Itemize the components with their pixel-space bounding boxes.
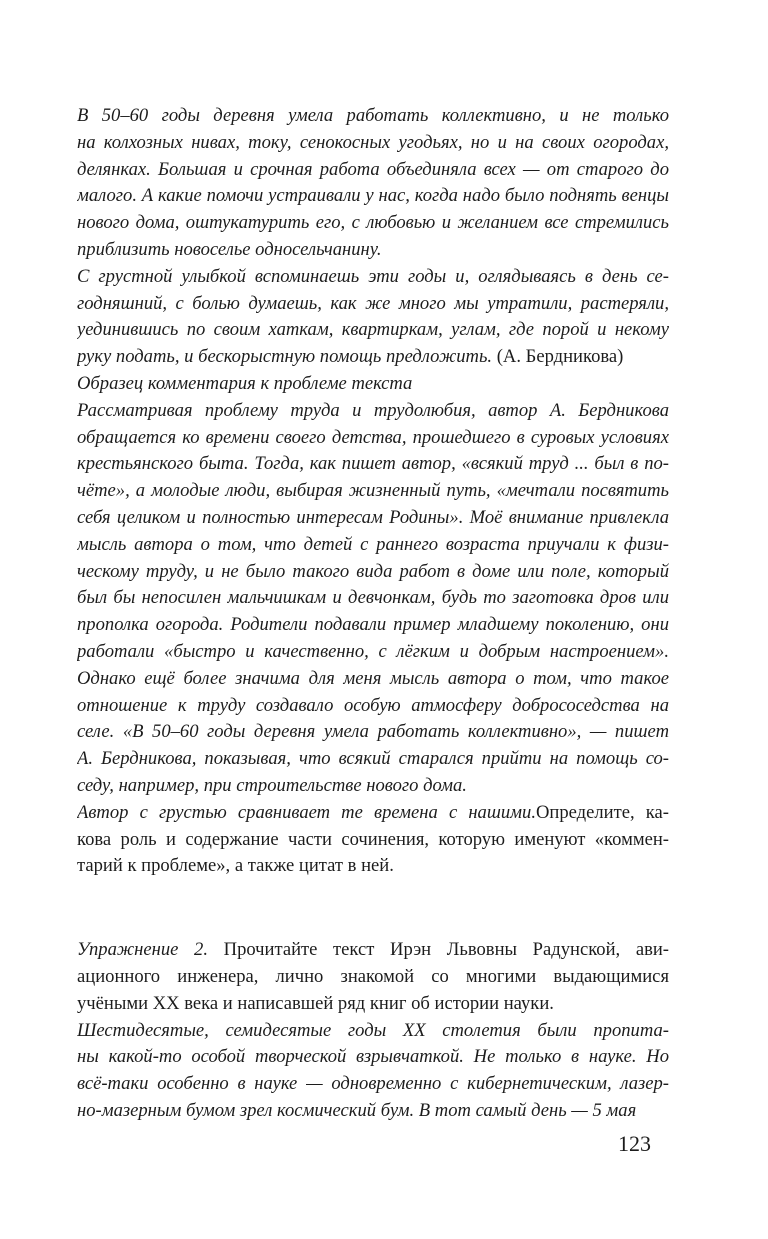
text-line	[77, 237, 669, 264]
page-text	[77, 103, 669, 1125]
text-segment: всё-таки особенно в науке — одновременно с кибернетическим, лазер-	[77, 1073, 669, 1095]
text-segment: работали «быстро и качественно, с лёгким и добрым настроением».	[77, 640, 669, 662]
paragraph	[77, 398, 669, 800]
text-segment: Определите, ка-	[536, 801, 669, 823]
text-line	[77, 639, 669, 666]
text-line	[77, 1098, 669, 1125]
paragraph	[77, 103, 669, 264]
text-segment: тарий к проблеме», а также цитат в ней.	[77, 855, 394, 877]
text-line	[77, 264, 669, 291]
text-segment: В 50–60 годы деревня умела работать коллективно, и не только	[77, 105, 669, 126]
text-line	[77, 666, 669, 693]
text-segment: (А. Бердникова)	[492, 346, 624, 368]
text-line	[77, 585, 669, 612]
text-line	[77, 344, 669, 371]
text-segment: А. Бердникова, показывая, что всякий старался прийти на помощь со-	[77, 748, 669, 770]
text-line	[77, 853, 669, 880]
text-line	[77, 693, 669, 720]
section-gap	[77, 880, 669, 937]
paragraph	[77, 264, 669, 371]
text-line	[77, 773, 669, 800]
text-line	[77, 451, 669, 478]
text-line	[77, 937, 669, 964]
text-segment: учёными XX века и написавшей ряд книг об истории науки.	[77, 992, 554, 1014]
text-line	[77, 478, 669, 505]
text-line	[77, 317, 669, 344]
text-line	[77, 800, 669, 827]
text-line	[77, 612, 669, 639]
text-segment: малого. А какие помочи устраивали у нас, когда надо было поднять венцы	[77, 185, 669, 207]
paragraph	[77, 800, 669, 880]
text-segment: делянках. Большая и срочная работа объединяла всех — от старого до	[77, 158, 669, 180]
text-segment: ческому труду, и не было такого вида работ в доме или поле, который	[77, 560, 669, 582]
text-segment: но-мазерным бумом зрел космический бум. В тот самый день — 5 мая	[77, 1099, 637, 1121]
text-segment: селе. «В 50–60 годы деревня умела работать коллективно», — пишет	[77, 721, 669, 743]
text-line	[77, 371, 669, 398]
text-segment: нового дома, оштукатурить его, с любовью и желанием все стремились	[77, 212, 669, 234]
text-line	[77, 827, 669, 854]
text-segment: Автор с грустью сравнивает те времена с нашими.	[77, 801, 536, 823]
text-line	[77, 103, 669, 130]
text-line	[77, 505, 669, 532]
text-line	[77, 157, 669, 184]
text-line	[77, 183, 669, 210]
page-number: 123	[618, 1131, 651, 1156]
text-line	[77, 398, 669, 425]
paragraph	[77, 371, 669, 398]
text-line	[77, 1018, 669, 1045]
text-segment: Упражнение 2.	[77, 939, 209, 961]
text-segment: себя целиком и полностью интересам Родины». Моё внимание привлекла	[77, 506, 669, 528]
text-segment: уединившись по своим хаткам, квартиркам, углам, где порой и некому	[77, 319, 669, 341]
text-line	[77, 532, 669, 559]
text-segment: был бы непосилен мальчишкам и девчонкам, будь то заготовка дров или	[77, 587, 669, 609]
text-segment: отношение к труду создавало особую атмосферу добрососедства на	[77, 694, 669, 716]
text-segment: обращается ко времени своего детства, прошедшего в суровых условиях	[77, 426, 669, 448]
text-line	[77, 964, 669, 991]
paragraph	[77, 1018, 669, 1125]
text-segment: годняшний, с болью думаешь, как же много мы утратили, растеряли,	[77, 292, 669, 314]
text-line	[77, 719, 669, 746]
text-line	[77, 210, 669, 237]
paragraph	[77, 937, 669, 1017]
text-segment: мысль автора о том, что детей с раннего возраста приучали к физи-	[77, 533, 669, 555]
text-line	[77, 746, 669, 773]
text-segment: на колхозных нивах, току, сенокосных угодьях, но и на своих огородах,	[77, 131, 669, 153]
text-segment: чёте», а молодые люди, выбирая жизненный путь, «мечтали посвятить	[77, 480, 669, 502]
text-segment: Рассматривая проблему труда и трудолюбия, автор А. Бердникова	[77, 399, 669, 421]
text-segment: руку подать, и бескорыстную помощь предложить.	[77, 346, 493, 368]
text-segment: Прочитайте текст Ирэн Львовны Радунской, ави-	[208, 939, 669, 961]
text-segment: седу, например, при строительстве нового дома.	[77, 774, 467, 796]
text-segment: приблизить новоселье односельчанину.	[77, 238, 382, 260]
text-segment: ны какой-то особой творческой взрывчаткой. Не только в науке. Но	[77, 1046, 669, 1068]
text-segment: прополка огорода. Родители подавали пример младшему поколению, они	[77, 614, 669, 636]
text-segment: Однако ещё более значима для меня мысль автора о том, что такое	[77, 667, 669, 689]
text-line	[77, 130, 669, 157]
text-segment: Шестидесятые, семидесятые годы XX столетия были пропита-	[77, 1019, 669, 1041]
text-line	[77, 291, 669, 318]
text-line	[77, 1044, 669, 1071]
text-line	[77, 1071, 669, 1098]
text-line	[77, 991, 669, 1018]
text-segment: кова роль и содержание части сочинения, которую именуют «коммен-	[77, 828, 669, 850]
text-line	[77, 559, 669, 586]
text-segment: С грустной улыбкой вспоминаешь эти годы и, оглядываясь в день се-	[77, 265, 669, 287]
text-segment: крестьянского быта. Тогда, как пишет автор, «всякий труд ... был в по-	[77, 453, 669, 475]
text-segment: ационного инженера, лично знакомой со многими выдающимися	[77, 965, 669, 987]
text-line	[77, 425, 669, 452]
text-segment: Образец комментария к проблеме текста	[77, 372, 413, 394]
